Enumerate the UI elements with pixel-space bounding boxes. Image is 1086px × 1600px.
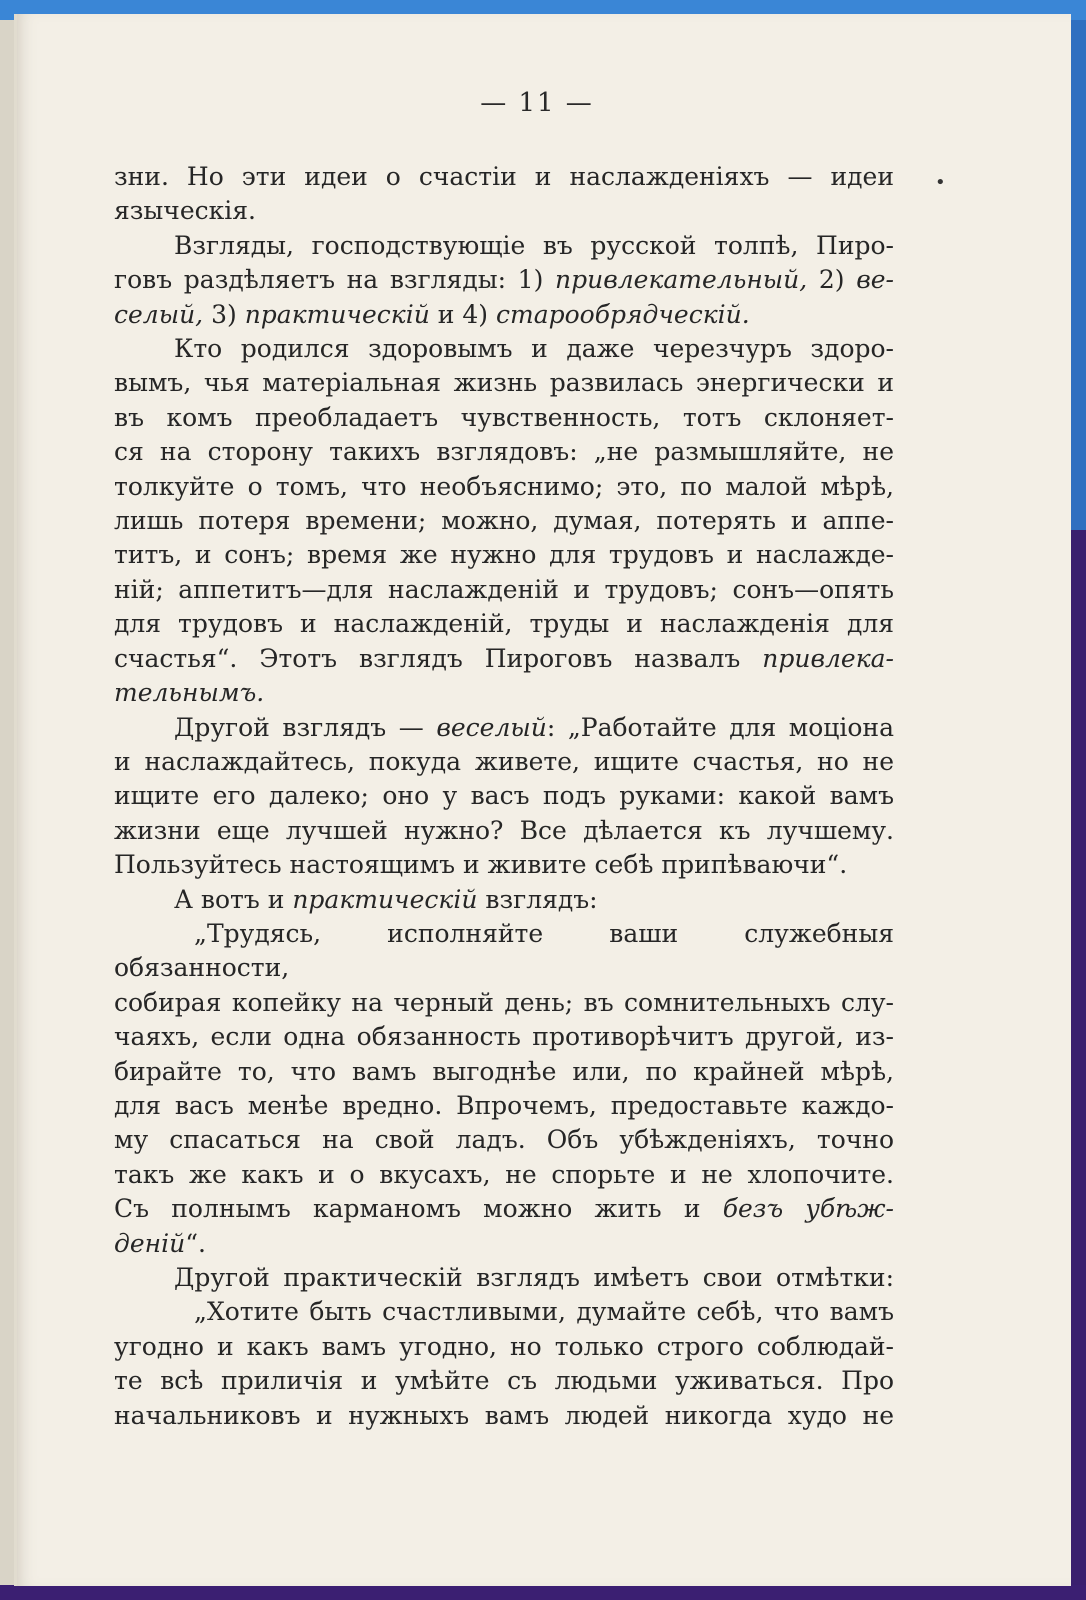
text-line: чаяхъ, если одна обязанность противорѣчитъ другой, из- bbox=[114, 1022, 894, 1052]
text-line: селый, 3) практическій и 4) старообрядческій. bbox=[114, 299, 750, 329]
text-line: толкуйте о томъ, что необъяснимо; это, по малой мѣрѣ, bbox=[114, 471, 894, 501]
text-line: Пользуйтесь настоящимъ и живите себѣ припѣваючи“. bbox=[114, 850, 848, 880]
page-text bbox=[114, 160, 894, 1433]
text-line: лишь потеря времени; можно, думая, потерять и аппе- bbox=[114, 506, 894, 536]
text-line: для трудовъ и наслажденій, труды и наслажденія для bbox=[114, 609, 894, 639]
text-line: вымъ, чья матеріальная жизнь развилась энергически и bbox=[114, 368, 894, 398]
text-line: угодно и какъ вамъ угодно, но только строго соблюдай- bbox=[114, 1331, 894, 1361]
text-line: въ комъ преобладаетъ чувственность, тотъ склоняет- bbox=[114, 402, 894, 432]
text-line: ся на сторону такихъ взглядовъ: „не размышляйте, не bbox=[114, 437, 894, 467]
text-line: тельнымъ. bbox=[114, 678, 265, 708]
text-line: собирая копейку на черный день; въ сомнительныхъ слу- bbox=[114, 987, 894, 1017]
text-line: жизни еще лучшей нужно? Все дѣлается къ лучшему. bbox=[114, 815, 894, 845]
text-line: А вотъ и практическій взглядъ: bbox=[174, 884, 598, 914]
text-line: ищите его далеко; оно у васъ подъ руками: какой вамъ bbox=[114, 781, 894, 811]
facing-page-edge bbox=[0, 20, 15, 1585]
text-line: зни. Но эти идеи о счастіи и наслажденіяхъ — идеи bbox=[114, 162, 894, 191]
text-line: „Хотите быть счастливыми, думайте себѣ, что вамъ bbox=[194, 1297, 894, 1327]
text-line: те всѣ приличія и умѣйте съ людьми уживаться. Про bbox=[114, 1366, 894, 1396]
text-line: такъ же какъ и о вкусахъ, не спорьте и не хлопочите. bbox=[114, 1159, 894, 1189]
text-line: „Трудясь, исполняйте ваши служебныя обязанности, bbox=[114, 918, 894, 983]
book-page bbox=[14, 14, 1071, 1586]
text-line: бирайте то, что вамъ выгоднѣе или, по крайней мѣрѣ, bbox=[114, 1056, 894, 1086]
text-line: Другой взглядъ — веселый: „Работайте для моціона bbox=[174, 712, 894, 742]
text-line: му спасаться на свой ладъ. Объ убѣжденіяхъ, точно bbox=[114, 1125, 894, 1155]
text-line: говъ раздѣляетъ на взгляды: 1) привлекательный, 2) ве- bbox=[114, 265, 894, 295]
text-line: и наслаждайтесь, покуда живете, ищите счастья, но не bbox=[114, 746, 894, 776]
text-line: Другой практическій взглядъ имѣетъ свои отмѣтки: bbox=[174, 1263, 894, 1292]
background-bottom bbox=[0, 1585, 1086, 1600]
page-number: — 11 — bbox=[480, 88, 594, 118]
text-line: языческія. bbox=[114, 196, 256, 226]
text-line: Съ полнымъ карманомъ можно жить и безъ убѣж- bbox=[114, 1194, 894, 1224]
text-line: счастья“. Этотъ взглядъ Пироговъ назвалъ привлека- bbox=[114, 643, 894, 673]
text-line: для васъ менѣе вредно. Впрочемъ, предоставьте каждо- bbox=[114, 1090, 894, 1120]
text-line: Взгляды, господствующіе въ русской толпѣ, Пиро- bbox=[174, 230, 894, 260]
stray-mark: • bbox=[935, 172, 946, 193]
text-line: титъ, и сонъ; время же нужно для трудовъ и наслажде- bbox=[114, 540, 894, 570]
text-line: Кто родился здоровымъ и даже черезчуръ здоро- bbox=[174, 334, 894, 364]
text-line: ній; аппетитъ—для наслажденій и трудовъ; сонъ—опять bbox=[114, 574, 894, 604]
text-line: деній“. bbox=[114, 1228, 206, 1258]
text-line: начальниковъ и нужныхъ вамъ людей никогда худо не bbox=[114, 1400, 894, 1430]
